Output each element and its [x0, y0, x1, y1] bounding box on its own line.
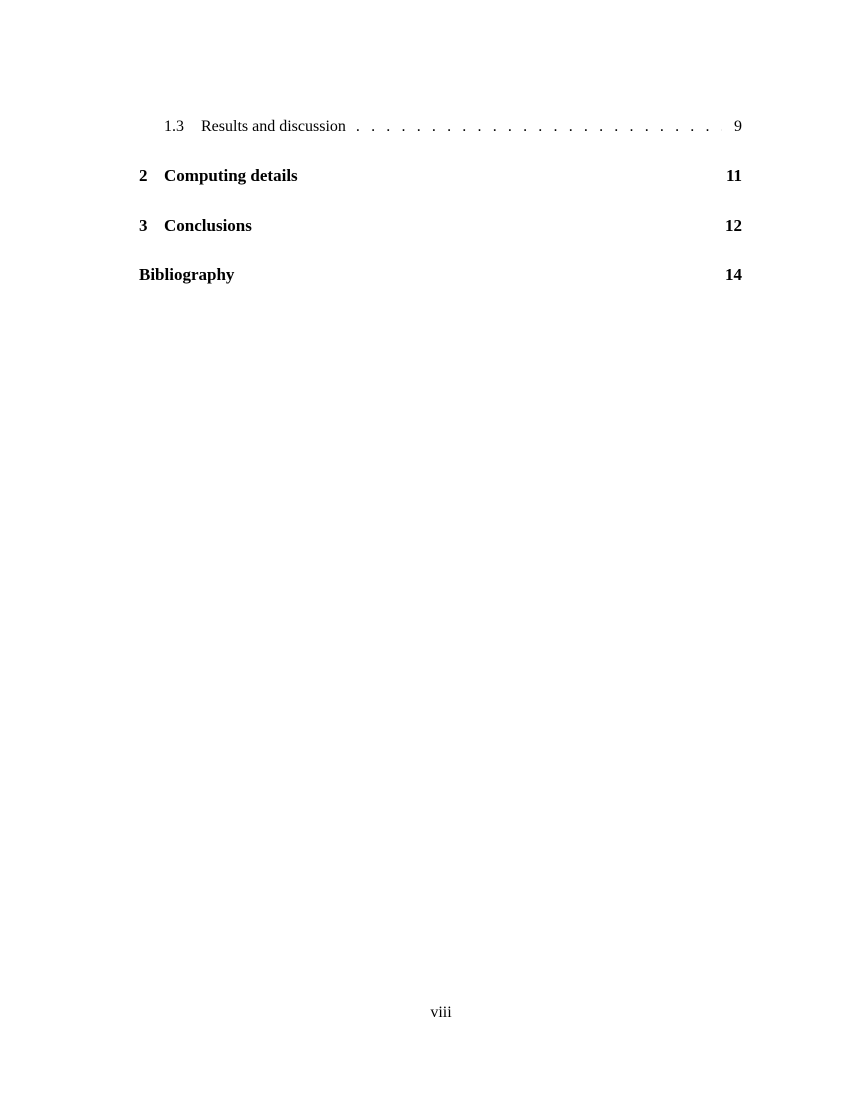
- toc-entry-page: 12: [725, 216, 742, 235]
- toc-entry-bibliography[interactable]: [139, 265, 742, 285]
- toc-entry-title: Computing details: [164, 166, 298, 185]
- toc-entry-page: 11: [725, 166, 742, 185]
- toc-entry-title: Bibliography: [139, 265, 235, 284]
- toc-entry-number: 2: [139, 166, 148, 185]
- toc-entry-title: Results and discussion: [201, 118, 346, 135]
- toc-entry-page: 9: [734, 118, 742, 135]
- toc-leader-dots: [356, 118, 722, 136]
- toc-entry-number: 1.3: [164, 118, 184, 135]
- toc-entry-section-1-3[interactable]: [139, 118, 742, 136]
- page-number: viii: [430, 1004, 452, 1021]
- toc-entry-title: Conclusions: [164, 216, 252, 235]
- toc-entry-chapter-3[interactable]: [139, 216, 742, 236]
- toc-entry-chapter-2[interactable]: [139, 166, 742, 186]
- toc-entry-page: 14: [725, 265, 742, 284]
- toc-entry-number: 3: [139, 216, 148, 235]
